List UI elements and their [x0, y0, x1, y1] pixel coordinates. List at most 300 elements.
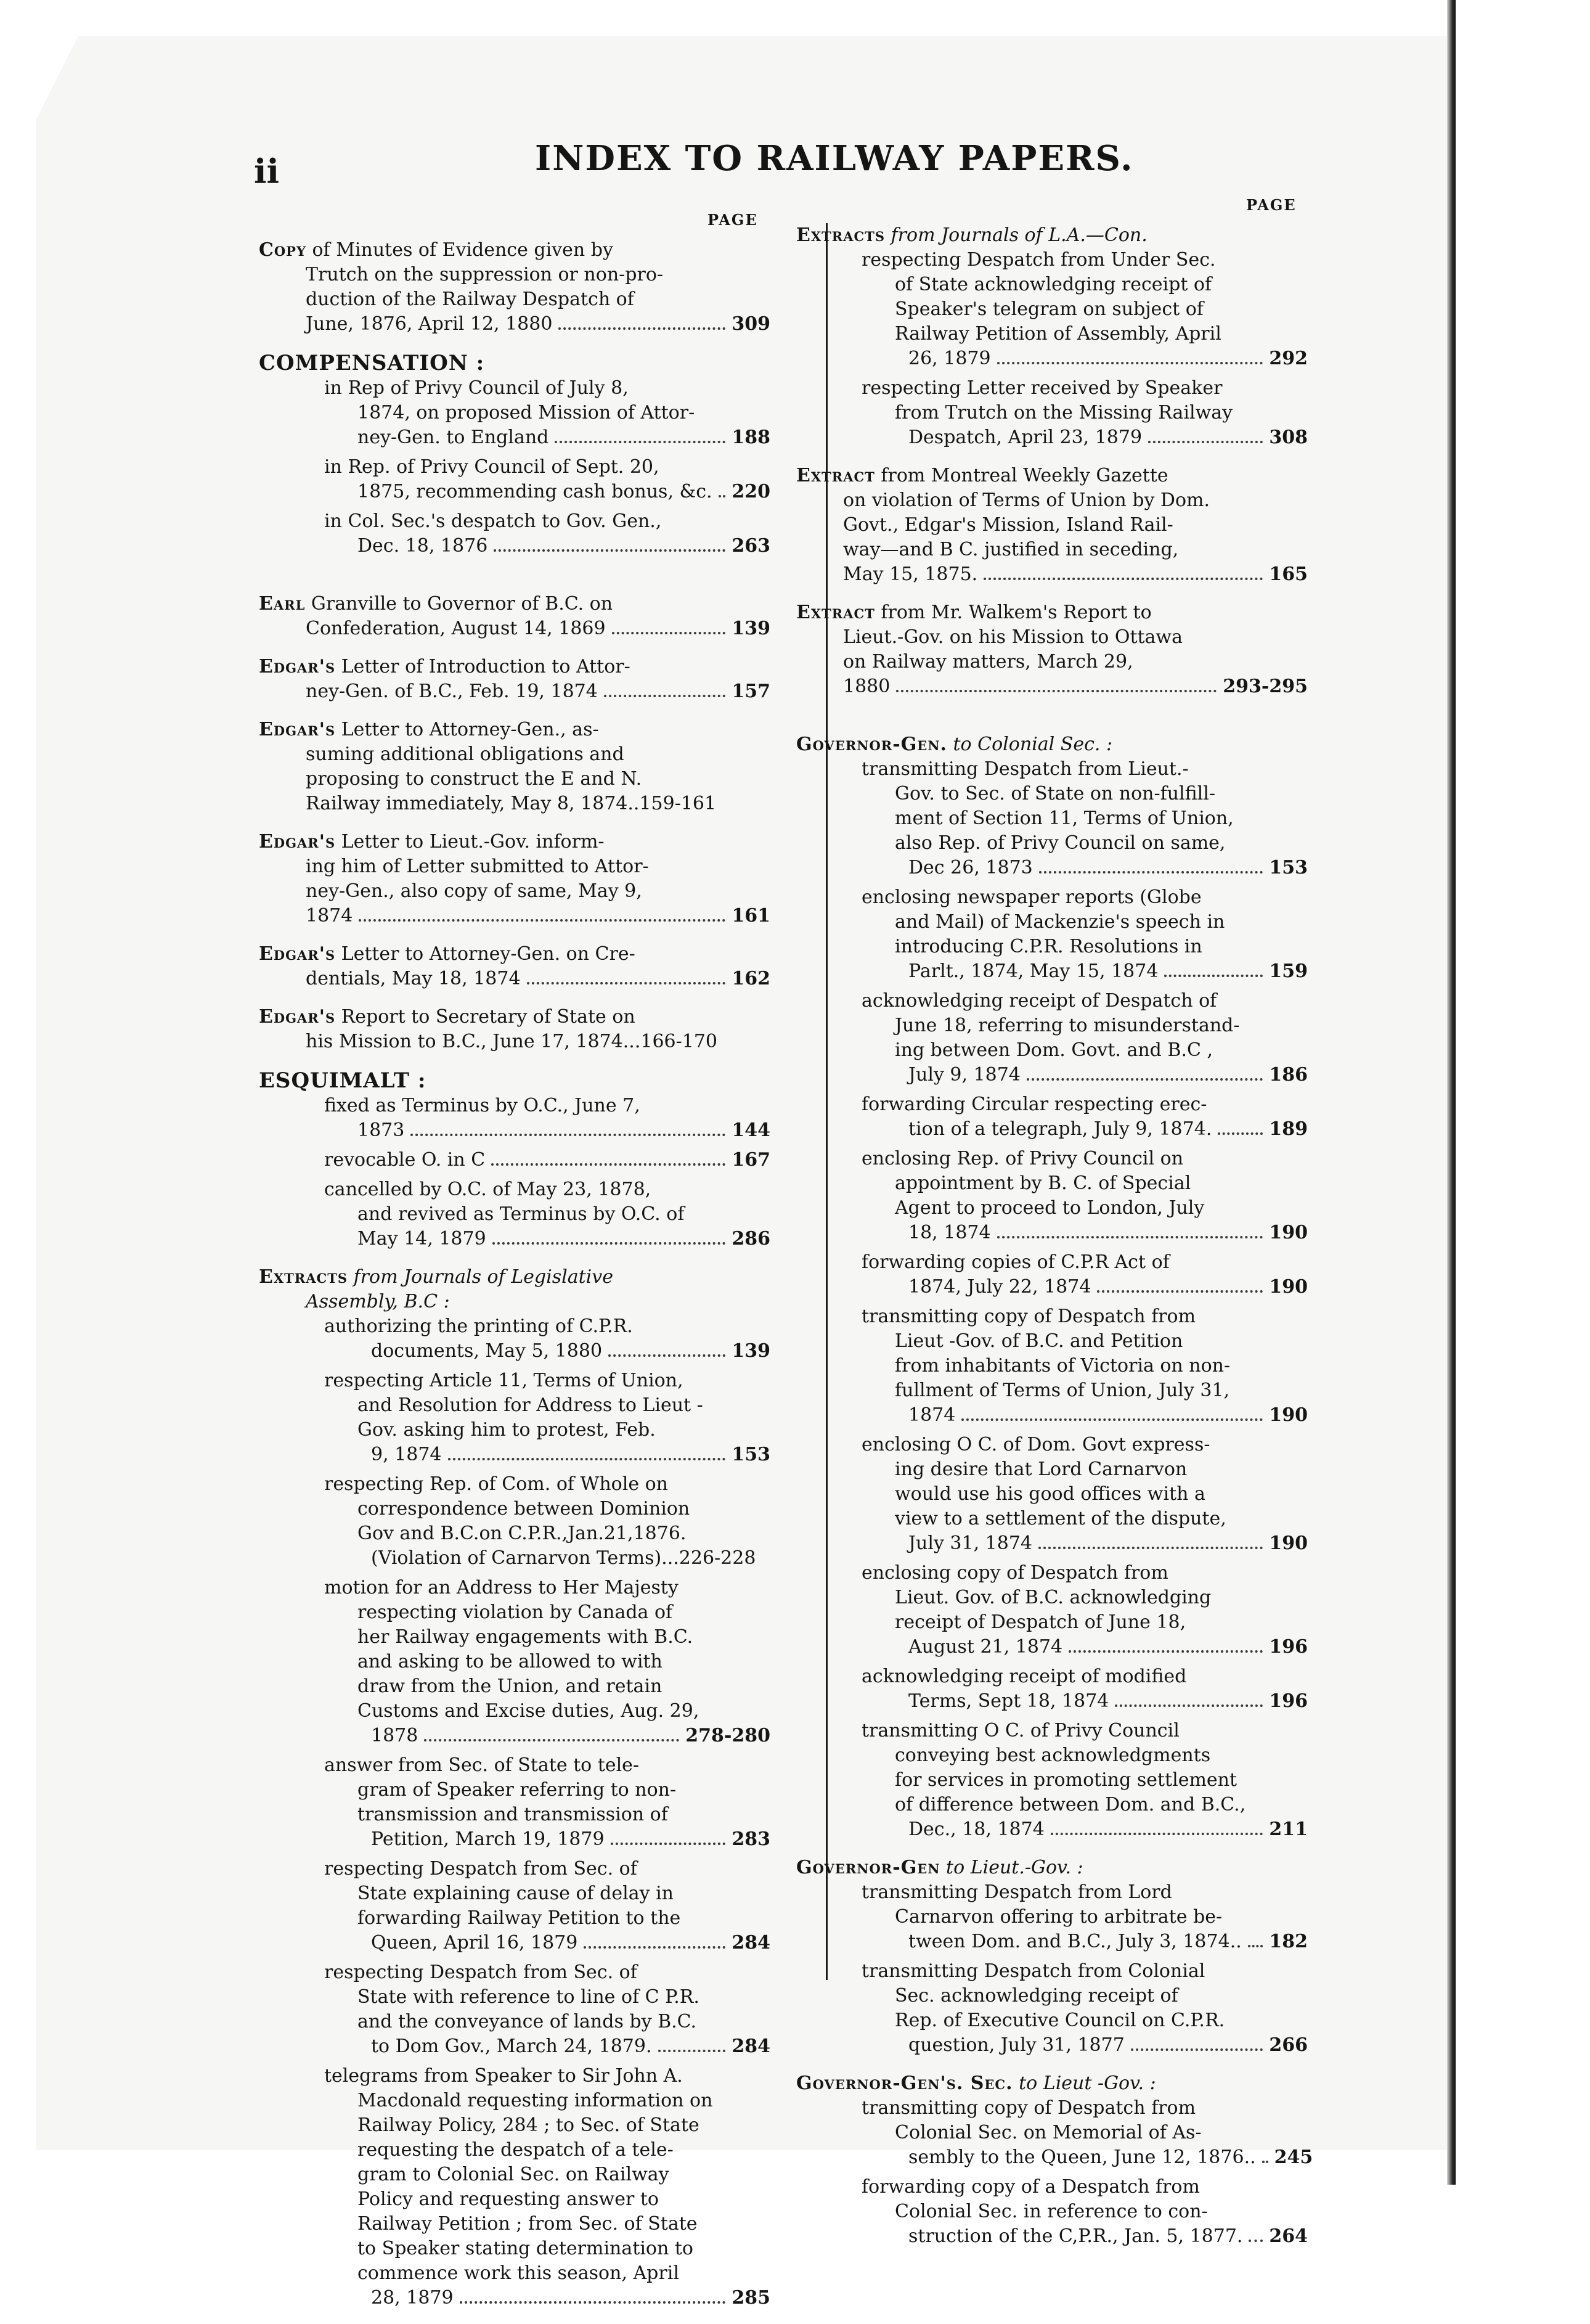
sub-entry-first-line: enclosing newspaper reports (Globe: [862, 886, 1202, 908]
page-ref: 139: [732, 1340, 770, 1362]
sub-entry: [796, 1304, 1308, 1428]
sub-entry: [796, 2096, 1313, 2170]
entry-text: June, 1876, April 12, 1880: [306, 313, 553, 335]
sub-entry-continuation-line: Railway Petition of Assembly, April: [895, 323, 1221, 345]
entry-lead-word: Extract: [796, 602, 875, 623]
index-entry-last-line: [862, 1221, 1308, 1245]
page-ref: 293-295: [1223, 676, 1308, 697]
leader-dots: [1097, 1290, 1263, 1293]
index-section: [259, 350, 770, 558]
section-title: ESQUIMALT :: [259, 1068, 426, 1093]
sub-entry: [259, 1177, 770, 1251]
index-entry: [259, 830, 770, 928]
entry-heading-text: Letter to Lieut.-Gov. inform-: [335, 831, 605, 853]
index-entry-last-line: [862, 1531, 1308, 1556]
entry-lead-word: Governor-Gen.: [796, 734, 947, 755]
index-entry-last-line: [324, 1724, 770, 1748]
sub-entry-continuation-line: June 18, referring to misunderstand-: [895, 1015, 1240, 1036]
entry-text: (Violation of Carnarvon Terms)...226-228: [371, 1547, 756, 1569]
entry-heading-text: to Lieut -Gov. :: [1013, 2072, 1156, 2094]
sub-entry-first-line: authorizing the printing of C.P.R.: [324, 1315, 633, 1337]
page-ref: 186: [1269, 1064, 1308, 1086]
sub-entry-continuation-line: requesting the despatch of a tele-: [357, 2139, 674, 2161]
sub-entry: [259, 2064, 770, 2310]
sub-entry-first-line: respecting Rep. of Com. of Whole on: [324, 1473, 669, 1495]
index-entry-last-line: [324, 1118, 770, 1143]
sub-entry-first-line: telegrams from Speaker to Sir John A.: [324, 2065, 683, 2087]
entry-text: May 14, 1879: [357, 1228, 486, 1250]
entry-text: tween Dom. and B.C., July 3, 1874..: [908, 1931, 1242, 1952]
index-entry: [796, 600, 1308, 699]
section-title: COMPENSATION :: [259, 351, 485, 375]
sub-entry: [796, 885, 1308, 984]
page-ref: 196: [1269, 1690, 1308, 1712]
index-entry: [259, 1005, 770, 1054]
sub-entry-continuation-line: forwarding Railway Petition to the: [357, 1907, 681, 1929]
entry-continuation-line: ing him of Letter submitted to Attor-: [306, 856, 649, 877]
entry-text: 1873: [357, 1119, 405, 1141]
sub-entry: [259, 509, 770, 558]
entry-heading-text: of Minutes of Evidence given by: [306, 239, 613, 261]
sub-entry-continuation-line: Policy and requesting answer to: [357, 2188, 659, 2210]
entry-heading: [259, 942, 770, 967]
index-entry: [796, 1856, 1308, 2058]
entry-lead-word: Edgar's: [259, 1006, 336, 1028]
entry-lead-word: Edgar's: [259, 943, 336, 965]
index-entry-last-line: [862, 959, 1308, 984]
page-title: INDEX TO RAILWAY PAPERS.: [535, 138, 1134, 179]
sub-entry-continuation-line: Lieut. Gov. of B.C. acknowledging: [895, 1587, 1212, 1608]
entry-text: to Dom Gov., March 24, 1879.: [371, 2036, 652, 2057]
index-entry-last-line: [324, 480, 770, 504]
sub-entry-continuation-line: correspondence between Dominion: [357, 1498, 690, 1520]
sub-entry-first-line: respecting Despatch from Sec. of: [324, 1962, 637, 1983]
leader-dots: [1131, 2048, 1263, 2051]
sub-entry-continuation-line: Speaker's telegram on subject of: [895, 298, 1204, 320]
leader-dots: [460, 2301, 726, 2304]
entry-text: Terms, Sept 18, 1874: [908, 1690, 1109, 1712]
entry-lead-word: Earl: [259, 593, 306, 615]
index-entry-last-line: [862, 856, 1308, 880]
entry-heading: [259, 655, 770, 679]
page-ref: 309: [732, 313, 770, 335]
entry-text: documents, May 5, 1880: [371, 1340, 603, 1362]
sub-entry-continuation-line: Lieut -Gov. of B.C. and Petition: [895, 1330, 1183, 1352]
index-entry-last-line: [324, 1339, 770, 1364]
entry-lead-word: Edgar's: [259, 831, 336, 853]
index-entry-last-line: [862, 1403, 1308, 1428]
sub-entry-continuation-line: of State acknowledging receipt of: [895, 274, 1212, 295]
index-entry-last-line: [324, 1442, 770, 1467]
sub-entry-first-line: transmitting copy of Despatch from: [862, 1306, 1196, 1327]
entry-lead-word: Extracts: [259, 1266, 348, 1288]
sub-entry-continuation-line: Gov and B.C.on C.P.R.,Jan.21,1876.: [357, 1523, 687, 1544]
sub-entry-first-line: respecting Letter received by Speaker: [862, 377, 1223, 399]
leader-dots: [492, 1242, 726, 1245]
index-entry-last-line: [862, 1635, 1308, 1659]
sub-entry-continuation-line: for services in promoting settlement: [895, 1769, 1237, 1791]
entry-text: 1878: [371, 1725, 418, 1746]
entry-text: Railway immediately, May 8, 1874..159-161: [306, 793, 717, 814]
entry-text: ney-Gen. to England: [357, 427, 549, 448]
leader-dots: [611, 1843, 726, 1845]
entry-heading: [796, 1856, 1308, 1880]
entry-lead-word: Governor-Gen: [796, 1857, 940, 1878]
entry-heading: [259, 830, 770, 854]
entry-heading-text: Letter to Attorney-Gen., as-: [335, 719, 599, 740]
sub-entry: [796, 248, 1308, 371]
index-entry-last-line: [259, 616, 770, 641]
entry-text: question, July 31, 1877: [908, 2034, 1125, 2056]
sub-entry: [259, 1753, 770, 1852]
entry-lead-word: Extract: [796, 465, 875, 486]
sub-entry-continuation-line: view to a settlement of the dispute,: [895, 1508, 1226, 1529]
entry-heading-text: from Journals of L.A.—Con.: [885, 224, 1148, 246]
sub-entry-continuation-line: Macdonald requesting information on: [357, 2090, 713, 2111]
index-entry-last-line: [324, 2286, 770, 2310]
sub-entry: [259, 376, 770, 450]
page-ref: 190: [1269, 1532, 1308, 1554]
page-ref: 190: [1269, 1222, 1308, 1243]
sub-entry-continuation-line: and Resolution for Address to Lieut -: [357, 1394, 703, 1416]
index-entry: [796, 732, 1308, 1842]
page-ref: 161: [732, 905, 770, 927]
sub-entry-first-line: transmitting copy of Despatch from: [862, 2097, 1196, 2119]
sub-entry-continuation-line: ing between Dom. Govt. and B.C ,: [895, 1039, 1213, 1061]
entry-heading: [259, 592, 770, 616]
entry-text: May 15, 1875.: [843, 563, 978, 585]
sub-entry: [259, 1148, 770, 1172]
leader-dots: [410, 1134, 725, 1136]
entry-text: Petition, March 19, 1879: [371, 1828, 605, 1850]
leader-dots: [896, 690, 1217, 692]
page-ref: 263: [732, 535, 770, 557]
entry-text: sembly to the Queen, June 12, 1876..: [908, 2146, 1256, 2168]
index-entry-last-line: [862, 2145, 1313, 2170]
sub-entry-continuation-line: receipt of Despatch of June 18,: [895, 1611, 1186, 1633]
page-number: ii: [254, 152, 280, 191]
page-ref: 188: [732, 427, 770, 448]
leader-dots: [494, 549, 725, 552]
sub-entry: [796, 2175, 1308, 2249]
sub-entry: [259, 1960, 770, 2059]
index-entry-last-line: [862, 1117, 1308, 1142]
leader-dots: [961, 1418, 1263, 1421]
entry-heading-italic: Assembly, B.C :: [306, 1291, 450, 1312]
entry-heading: [796, 732, 1308, 757]
page-ref: 190: [1269, 1276, 1308, 1298]
index-entry-last-line: [324, 1546, 770, 1571]
leader-dots: [1148, 441, 1263, 443]
index-entry-last-line: [862, 2224, 1308, 2249]
sub-entry-first-line: transmitting Despatch from Lieut.-: [862, 758, 1189, 780]
page-ref: 220: [732, 481, 770, 502]
entry-text: July 31, 1874: [908, 1532, 1033, 1554]
sub-entry-first-line: transmitting O C. of Privy Council: [862, 1720, 1180, 1741]
entry-text: revocable O. in C: [324, 1149, 486, 1171]
page-ref: 159: [1269, 960, 1308, 982]
entry-heading-text: to Lieut.-Gov. :: [940, 1857, 1083, 1878]
page-ref: 182: [1269, 1931, 1308, 1952]
index-entry: [259, 718, 770, 816]
index-entry-last-line: [862, 1275, 1308, 1299]
sub-entry-continuation-line: State with reference to line of C P.R.: [357, 1986, 699, 2008]
entry-text: Dec. 18, 1876: [357, 535, 488, 557]
entry-lead-word: Edgar's: [259, 719, 336, 740]
entry-heading: [259, 1005, 770, 1029]
sub-entry-first-line: respecting Despatch from Under Sec.: [862, 249, 1216, 271]
leader-dots: [1039, 871, 1263, 874]
page-ref: 167: [732, 1149, 770, 1171]
leader-dots: [527, 982, 726, 984]
index-entry-last-line: [259, 1029, 770, 1054]
leader-dots: [1218, 1132, 1263, 1135]
sub-entry-first-line: transmitting Despatch from Lord: [862, 1881, 1172, 1903]
sub-entry: [796, 1719, 1308, 1842]
entry-continuation-line: on violation of Terms of Union by Dom.: [843, 489, 1210, 511]
index-entry-last-line: [259, 904, 770, 928]
sub-entry-continuation-line: introducing C.P.R. Resolutions in: [895, 936, 1202, 957]
sub-entry: [796, 1433, 1308, 1556]
sub-entry: [796, 1092, 1308, 1142]
entry-text: Despatch, April 23, 1879: [908, 427, 1143, 448]
sub-entry-first-line: cancelled by O.C. of May 23, 1878,: [324, 1179, 651, 1200]
sub-entry-continuation-line: Rep. of Executive Council on C.P.R.: [895, 2010, 1225, 2031]
entry-heading: [259, 718, 770, 742]
sub-entry-first-line: in Rep. of Privy Council of Sept. 20,: [324, 456, 659, 478]
leader-dots: [448, 1458, 726, 1460]
sub-entry-continuation-line: gram of Speaker referring to non-: [357, 1779, 677, 1801]
leader-dots: [1115, 1704, 1263, 1707]
sub-entry-first-line: enclosing Rep. of Privy Council on: [862, 1148, 1184, 1169]
sub-entry-continuation-line: ing desire that Lord Carnarvon: [895, 1459, 1188, 1480]
page-ref: 153: [1269, 857, 1308, 878]
sub-entry-continuation-line: commence work this season, April: [357, 2262, 679, 2284]
entry-text: 1874, July 22, 1874: [908, 1276, 1091, 1298]
page-ref: 284: [732, 2036, 770, 2057]
page-column-label-right: PAGE: [1246, 196, 1297, 214]
page-ref: 284: [732, 1932, 770, 1954]
index-entry: [259, 655, 770, 704]
sub-entry-continuation-line: to Speaker stating determination to: [357, 2238, 693, 2259]
sub-entry-continuation-line: Sec. acknowledging receipt of: [895, 1985, 1178, 2007]
sub-entry-continuation-line: her Railway engagements with B.C.: [357, 1626, 693, 1648]
sub-entry: [259, 1094, 770, 1143]
page-ref: 189: [1269, 1118, 1308, 1140]
entry-continuation-line: ney-Gen., also copy of same, May 9,: [306, 880, 642, 902]
sub-entry-continuation-line: and Mail) of Mackenzie's speech in: [895, 911, 1225, 933]
page-ref: 286: [732, 1228, 770, 1250]
sub-entry-continuation-line: Customs and Excise duties, Aug. 29,: [357, 1700, 699, 1722]
sub-entry-first-line: enclosing copy of Despatch from: [862, 1562, 1168, 1584]
sub-entry-continuation-line: also Rep. of Privy Council on same,: [895, 832, 1226, 854]
entry-heading: [796, 600, 1308, 625]
leader-dots: [1069, 1650, 1263, 1653]
sub-entry-continuation-line: Colonial Sec. on Memorial of As-: [895, 2122, 1202, 2143]
entry-heading: [259, 1265, 770, 1290]
index-entry-last-line: [324, 1931, 770, 1955]
sub-entry-continuation-line: respecting violation by Canada of: [357, 1602, 673, 1623]
sub-entry-continuation-line: Agent to proceed to London, July: [895, 1197, 1205, 1219]
index-entry-last-line: [324, 534, 770, 558]
sub-entry: [796, 1664, 1308, 1714]
sub-entry: [259, 1314, 770, 1364]
leader-dots: [555, 441, 725, 443]
entry-heading-text: Letter to Attorney-Gen. on Cre-: [335, 943, 635, 965]
sub-entry-first-line: transmitting Despatch from Colonial: [862, 1960, 1205, 1982]
sub-entry-continuation-line: would use his good offices with a: [895, 1483, 1205, 1505]
index-entry-last-line: [324, 2034, 770, 2059]
page-ref: 162: [732, 968, 770, 989]
right-margin: [1456, 0, 1590, 2185]
sub-entry-continuation-line: Colonial Sec. in reference to con-: [895, 2201, 1208, 2222]
leader-dots: [997, 1236, 1263, 1238]
index-entry-last-line: [324, 1148, 770, 1172]
index-entry-last-line: [796, 674, 1308, 699]
entry-heading-text: from Mr. Walkem's Report to: [874, 602, 1152, 623]
page-ref: 245: [1274, 2146, 1313, 2168]
leader-dots: [612, 632, 726, 634]
page-ref: 190: [1269, 1404, 1308, 1426]
page-edge-shadow: [1447, 0, 1456, 2185]
sub-entry: [259, 1857, 770, 1955]
entry-lead-word: Copy: [259, 239, 306, 261]
sub-entry: [259, 1369, 770, 1467]
index-entry: [259, 942, 770, 991]
leader-dots: [491, 1163, 725, 1166]
page-ref: 165: [1269, 563, 1308, 585]
index-entry: [796, 223, 1308, 450]
sub-entry: [259, 455, 770, 504]
leader-dots: [1249, 2240, 1263, 2242]
sub-entry-continuation-line: Gov. to Sec. of State on non-fulfill-: [895, 783, 1215, 804]
sub-entry-continuation-line: Railway Petition ; from Sec. of State: [357, 2213, 698, 2235]
leader-dots: [984, 578, 1263, 580]
entry-heading: [796, 223, 1308, 248]
page-column-label-left: PAGE: [707, 211, 758, 229]
entry-text: 26, 1879: [908, 348, 991, 369]
sub-entry-first-line: answer from Sec. of State to tele-: [324, 1754, 640, 1776]
sub-entry-continuation-line: State explaining cause of delay in: [357, 1883, 674, 1904]
entry-heading: [796, 464, 1308, 488]
leader-dots: [719, 495, 726, 497]
sub-entry-first-line: forwarding copies of C.P.R Act of: [862, 1251, 1170, 1273]
index-entry-last-line: [259, 679, 770, 704]
entry-heading-text: Granville to Governor of B.C. on: [305, 593, 613, 615]
entry-continuation-line: suming additional obligations and: [306, 743, 624, 765]
entry-text: 1874: [306, 905, 353, 927]
sub-entry-first-line: motion for an Address to Her Majesty: [324, 1577, 679, 1598]
sub-entry-continuation-line: Carnarvon offering to arbitrate be-: [895, 1906, 1223, 1928]
leader-dots: [359, 919, 725, 922]
index-entry-last-line: [862, 1929, 1308, 1954]
page-ref: 283: [732, 1828, 770, 1850]
sub-entry: [259, 1576, 770, 1748]
index-column-right: [796, 223, 1313, 2262]
entry-continuation-line: on Railway matters, March 29,: [843, 651, 1133, 673]
leader-dots: [558, 327, 725, 330]
entry-text: Queen, April 16, 1879: [371, 1932, 578, 1954]
sub-entry-continuation-line: draw from the Union, and retain: [357, 1675, 662, 1697]
entry-text: 28, 1879: [371, 2287, 454, 2309]
page-ref: 144: [732, 1119, 770, 1141]
entry-continuation-line: Trutch on the suppression or non-pro-: [306, 264, 664, 285]
sub-entry-continuation-line: 1874, on proposed Mission of Attor-: [357, 402, 695, 423]
entry-text: Dec., 18, 1874: [908, 1819, 1045, 1840]
entry-continuation-line: way—and B C. justified in seceding,: [843, 539, 1179, 560]
index-entry-last-line: [259, 312, 770, 337]
sub-entry-continuation-line: conveying best acknowledgments: [895, 1745, 1211, 1766]
sub-entry-continuation-line: and revived as Terminus by O.C. of: [357, 1203, 685, 1225]
leader-dots: [608, 1354, 725, 1357]
index-entry-last-line: [862, 1817, 1308, 1842]
sub-entry-continuation-line: fullment of Terms of Union, July 31,: [895, 1380, 1230, 1401]
page-ref: 153: [732, 1444, 770, 1465]
sub-entry-continuation-line: Railway Policy, 284 ; to Sec. of State: [357, 2114, 699, 2136]
index-section: [259, 1068, 770, 1251]
entry-text: his Mission to B.C., June 17, 1874...166-170: [306, 1031, 718, 1052]
entry-heading: [259, 238, 770, 263]
sub-entry-first-line: enclosing O C. of Dom. Govt express-: [862, 1434, 1210, 1455]
sub-entry-first-line: acknowledging receipt of Despatch of: [862, 990, 1217, 1012]
sub-entry: [259, 1472, 770, 1571]
index-entry-last-line: [259, 967, 770, 991]
index-entry-last-line: [862, 425, 1308, 450]
sub-entry-continuation-line: appointment by B. C. of Special: [895, 1172, 1191, 1194]
index-entry: [796, 2071, 1313, 2249]
entry-text: 1874: [908, 1404, 956, 1426]
page-ref: 308: [1269, 427, 1308, 448]
sub-entry-continuation-line: transmission and transmission of: [357, 1804, 668, 1825]
sub-entry: [796, 757, 1308, 880]
index-entry-last-line: [796, 562, 1308, 587]
leader-dots: [997, 362, 1263, 364]
entry-lead-word: Edgar's: [259, 656, 336, 677]
entry-text: Dec 26, 1873: [908, 857, 1033, 878]
page-ref: 196: [1269, 1636, 1308, 1658]
page-ref: 285: [732, 2287, 770, 2309]
entry-heading-text: from Journals of Legislative: [348, 1266, 613, 1288]
entry-heading-text: Report to Secretary of State on: [335, 1006, 635, 1028]
index-entry: [259, 238, 770, 337]
leader-dots: [1027, 1078, 1263, 1081]
entry-text: Confederation, August 14, 1869: [306, 618, 606, 639]
index-entry-last-line: [259, 792, 770, 816]
index-entry: [259, 592, 770, 641]
sub-entry-continuation-line: gram to Colonial Sec. on Railway: [357, 2164, 669, 2185]
sub-entry: [796, 1250, 1308, 1299]
sub-entry-first-line: in Col. Sec.'s despatch to Gov. Gen.,: [324, 510, 662, 532]
entry-text: 18, 1874: [908, 1222, 991, 1243]
sub-entry-first-line: respecting Article 11, Terms of Union,: [324, 1370, 683, 1391]
leader-dots: [604, 695, 726, 697]
index-entry: [796, 464, 1308, 587]
entry-text: July 9, 1874: [908, 1064, 1021, 1086]
sub-entry: [796, 989, 1308, 1087]
index-entry-last-line: [862, 1689, 1308, 1714]
sub-entry-first-line: forwarding copy of a Despatch from: [862, 2176, 1200, 2198]
entry-heading: [796, 2071, 1308, 2096]
entry-lead-word: Extracts: [796, 224, 886, 246]
page-ref: 264: [1269, 2225, 1308, 2247]
sub-entry-first-line: respecting Despatch from Sec. of: [324, 1858, 637, 1880]
leader-dots: [1051, 1833, 1263, 1835]
leader-dots: [1248, 1945, 1263, 1947]
sub-entry-continuation-line: from inhabitants of Victoria on non-: [895, 1355, 1231, 1377]
sub-entry: [796, 376, 1308, 450]
entry-continuation-line: Lieut.-Gov. on his Mission to Ottawa: [843, 626, 1183, 648]
leader-dots: [658, 2050, 726, 2052]
